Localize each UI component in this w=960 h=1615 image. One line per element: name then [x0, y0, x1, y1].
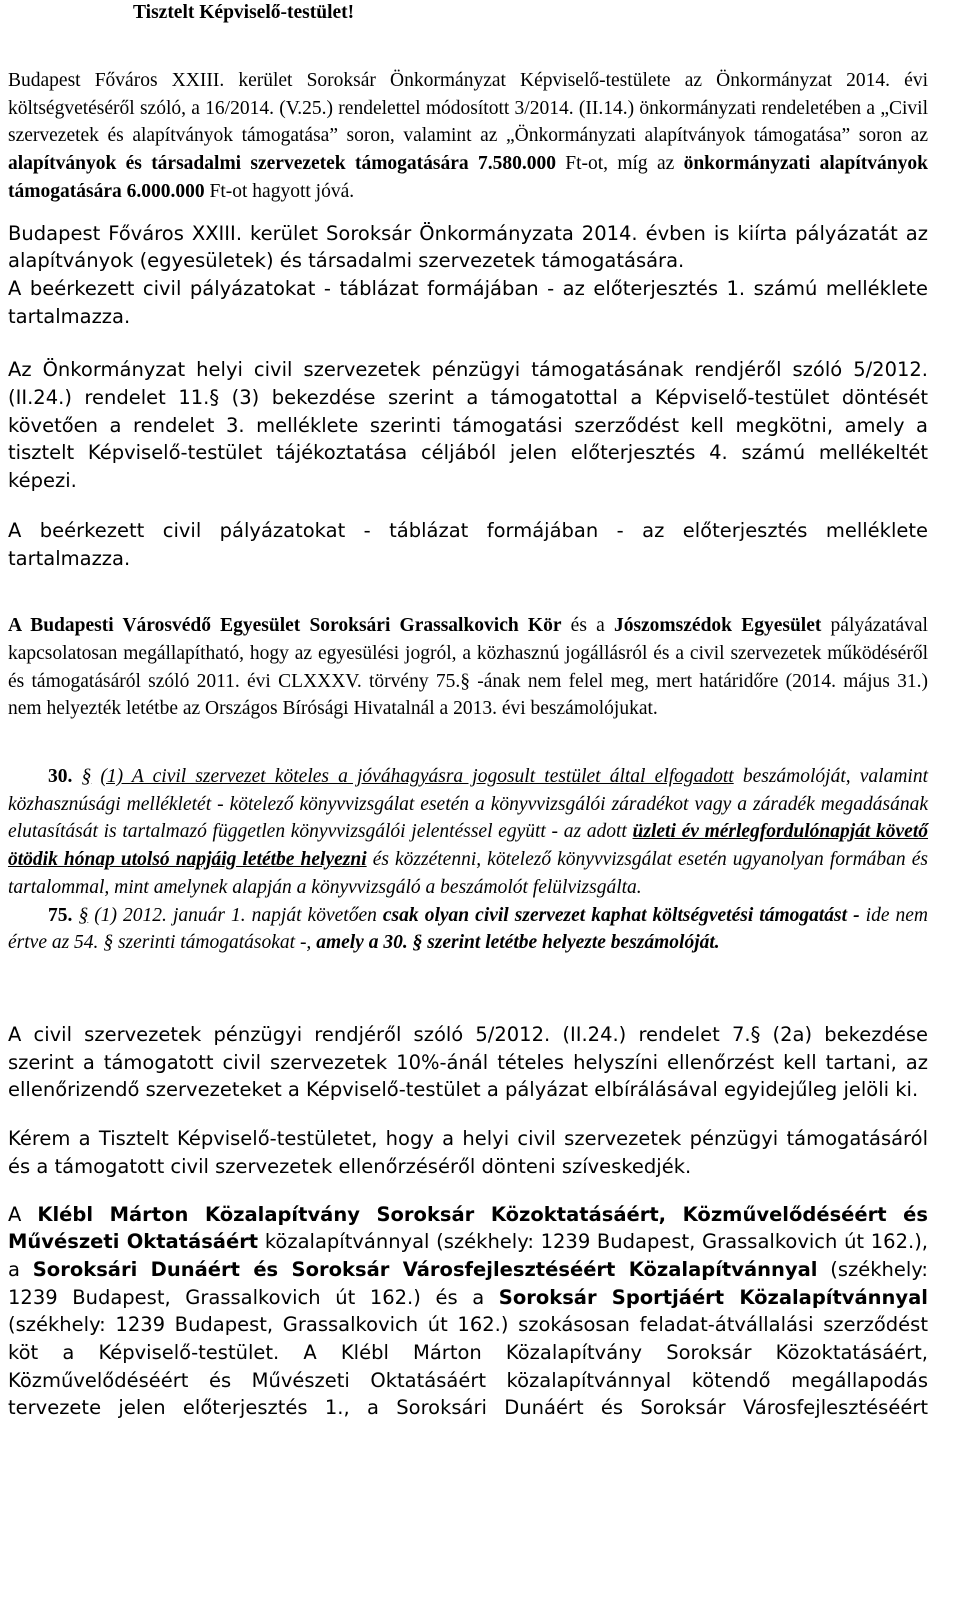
applications-annex-paragraph: A beérkezett civil pályázatokat - táblázat formájában - az előterjesztés melléklete tartalmazza.	[8, 518, 928, 570]
spacer	[8, 1181, 928, 1201]
request-paragraph: Kérem a Tisztelt Képviselő-testületet, hogy a helyi civil szervezetek pénzügyi támogatásáról és a támogatott civil szervezetek ellenőrzéséről dönteni szíveskedjék.	[8, 1127, 928, 1178]
foundations-text-c: közalapítvánnyal (székhely: 1239 Budapest, Grassalkovich út 162.), a	[8, 1230, 928, 1281]
public-foundations-paragraph	[8, 1201, 928, 1423]
applications-paragraph: A beérkezett civil pályázatokat - táblázat formájában - az előterjesztés 1. számú melléklete tartalmazza.	[8, 276, 928, 328]
law-quote-75-text-f: szerint letétbe helyezte beszámolóját.	[422, 932, 720, 954]
budget-paragraph	[8, 67, 928, 206]
law-quote-30-deadline: üzleti év mérlegfordulónapját követő ötödik hónap utolsó napjáig letétbe helyezni	[8, 821, 929, 871]
section-sign-icon: §	[81, 766, 92, 788]
page-title: Tisztelt Képviselő-testület!	[133, 2, 355, 23]
inspection-text-b: (2a) bekezdése szerint a támogatott civil szervezetek 10%-ánál tételes helyszíni ellenőrzést kell tartani, az ellenőrizendő szervezeteket a Képviselő-testület a pályázat elbírálásával egyidejűleg jelöli ki.	[8, 1022, 928, 1102]
foundation-name-3: Soroksár Sportjáért Közalapítvánnyal	[498, 1285, 928, 1309]
inspection-text-a: A civil szervezetek pénzügyi rendjéről szóló 5/2012. (II.24.) rendelet 7.	[8, 1022, 751, 1046]
section-sign-icon: §	[750, 1022, 761, 1046]
law-quote-75-text-c: ide nem értve az 54.	[8, 904, 929, 954]
contract-text-b: (3) bekezdése szerint a támogatottal a Képviselő-testület döntését követően a rendelet 3. melléklete szerinti támogatási szerződést kell megkötni, amely a tisztelt Képviselő-testület tájékoztatása céljából jelen előterjesztés 4. számú mellékeltét képezi.	[8, 386, 928, 493]
section-sign-icon: §	[103, 932, 114, 954]
contract-text-a: Az Önkormányzat helyi civil szervezetek pénzügyi támogatásának rendjéről szóló 5/2012.(II.24.) rendelet 11.	[8, 358, 928, 410]
law-quote-30-underlined: (1) A civil szervezet köteles a jóváhagyásra jogosult testület által elfogadott	[100, 766, 734, 788]
budget-amount-foundations: önkormányzati alapítványok támogatására 6.000.000	[8, 153, 928, 202]
article-number-30: 30.	[48, 766, 73, 788]
law-quote-75-text-b: csak olyan civil szervezet kaphat költségvetési támogatást -	[382, 904, 866, 926]
law-quote-30-text-c: és közzétenni, kötelező könyvvizsgálat esetén ugyanolyan formában és tartalommal, mint amelynek alapján a könyvvizsgáló a beszámolót felülvizsgálta.	[8, 849, 928, 898]
ineligible-text-d: pályázatával kapcsolatosan megállapítható, hogy az egyesülési jogról, a közhasznú jogállásról és a civil szervezetek működéséről és támogatásáról szóló 2011. évi CLXXXV. törvény 75.	[8, 615, 928, 692]
section-sign-icon: §	[412, 932, 423, 954]
ineligible-paragraph	[8, 612, 928, 723]
spacer	[8, 572, 928, 612]
spacer	[8, 25, 928, 67]
foundations-text-a: A	[8, 1202, 38, 1226]
tender-paragraph: Budapest Főváros XXIII. kerület Soroksár Önkormányzata 2014. évben is kiírta pályázatát az alapítványok (egyesületek) és társadalmi szervezetek támogatására.	[8, 221, 928, 273]
spacer	[8, 1104, 928, 1125]
foundations-text-g: (székhely: 1239 Budapest, Grassalkovich út 162.) szokásosan feladat-átvállalási szerződést köt a Képviselő-testület. A Klébl Márton Közalapítvány Soroksár Közoktatásáért, Közművelődéséért és Művészeti Oktatásáért közalapítvánnyal kötendő megállapodás tervezete jelen előterjesztés 1., a Soroksári Dunáért és Soroksár Városfejlesztéséért	[8, 1313, 928, 1420]
contract-paragraph	[8, 356, 928, 495]
section-sign-icon: §	[460, 670, 470, 692]
law-quote-75-text-d: szerinti támogatásokat -,	[113, 932, 317, 954]
budget-text-a: Budapest Főváros XXIII. kerület Soroksár Önkormányzat Képviselő-testülete az Önkormányzat 2014. évi költségvetéséről szóló, a 16/2014. (V.25.) rendelettel módosított 3/2014. (II.14.) önkormányzati rendeletében a „Civil szervezetek és alapítványok támogatása” soron, valamint az „Önkormányzati alapítványok támogatása” soron az	[8, 70, 928, 147]
budget-amount-civil: alapítványok és társadalmi szervezetek támogatására 7.580.000	[8, 153, 556, 175]
foundations-text-e: (székhely: 1239 Budapest, Grassalkovich út 162.) és a	[8, 1257, 928, 1309]
document-page	[8, 0, 928, 1422]
foundation-name-1: Klébl Márton Közalapítvány Soroksár Közoktatásáért, Közművelődéséért és Művészeti Oktatásáért	[8, 1202, 928, 1254]
article-number-75: 75.	[48, 904, 73, 926]
section-sign-icon: §	[78, 904, 89, 926]
law-quote-30-text-a: beszámolóját, valamint közhasznúsági mellékletét - kötelező könyvvizsgálat esetén a könyvvizsgálói záradékot vagy a záradék megadásának elutasítását is tartalmazó független könyvvizsgálói jelentéssel együtt - az adott	[8, 766, 929, 843]
law-quote-30	[8, 763, 928, 902]
inspection-paragraph	[8, 1021, 928, 1104]
budget-text-e: Ft-ot hagyott jóvá.	[204, 180, 355, 202]
spacer	[8, 723, 928, 763]
association-name-1: A Budapesti Városvédő Egyesület Soroksári Grassalkovich Kör	[8, 615, 562, 637]
law-quote-75	[8, 902, 928, 957]
spacer	[8, 206, 928, 220]
ineligible-text-b: és a	[561, 615, 614, 637]
spacer	[8, 330, 928, 356]
spacer	[8, 957, 928, 1021]
foundation-name-2: Soroksári Dunáért és Soroksár Városfejlesztéséért Közalapítvánnyal	[32, 1257, 818, 1281]
ineligible-text-e: -ának nem felel meg, mert határidőre (2014. május 31.) nem helyezték letétbe az Országos Bírósági Hivatalnál a 2013. évi beszámolójukat.	[8, 670, 928, 720]
spacer	[8, 495, 928, 517]
section-sign-icon: §	[209, 386, 220, 410]
budget-text-c: Ft-ot, míg az	[555, 153, 684, 175]
law-quote-75-text-e: amely a 30.	[316, 932, 413, 954]
association-name-2: Jószomszédok Egyesület	[613, 615, 822, 637]
law-quote-75-text-a: (1) 2012. január 1. napját követően	[88, 904, 383, 926]
